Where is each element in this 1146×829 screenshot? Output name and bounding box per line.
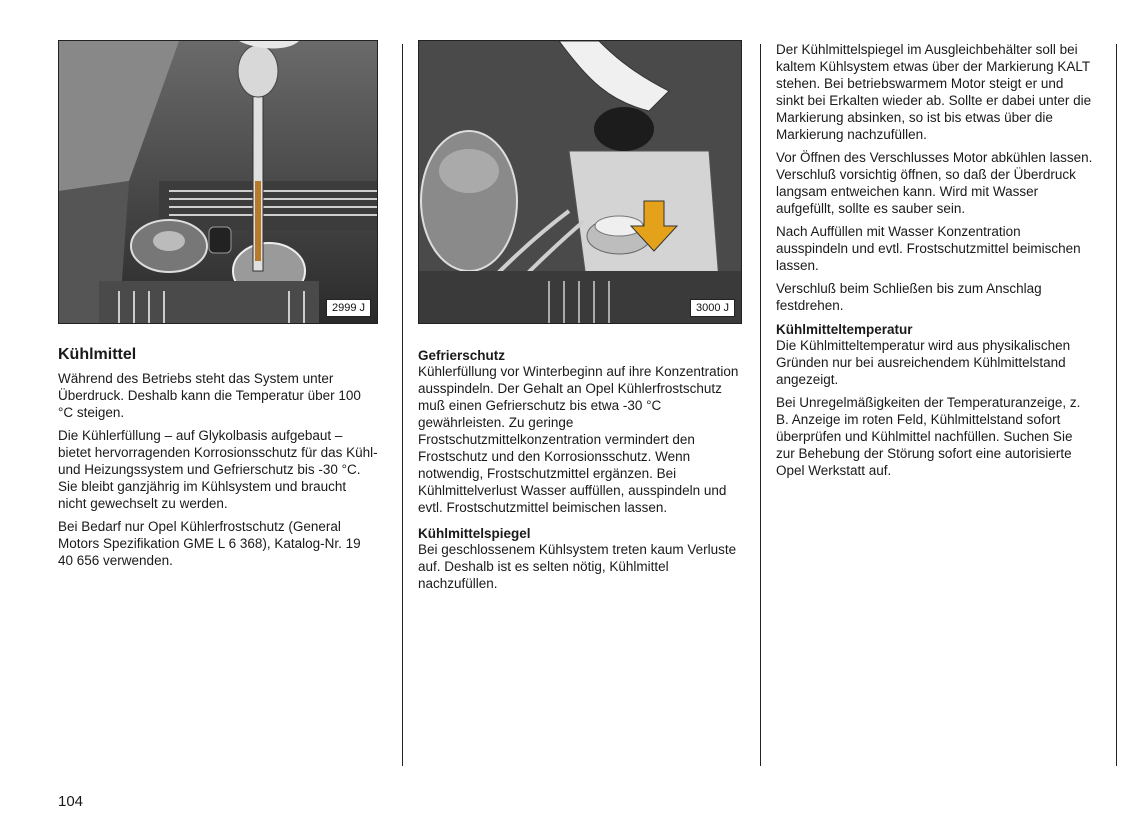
column-divider-1: [402, 44, 403, 766]
page-number: 104: [58, 793, 84, 810]
paragraph: Die Kühlerfüllung – auf Glykolbasis aufgebaut – bietet hervorragenden Korrosionsschutz für das Kühl- und Heizungssystem und Gefrierschutz bis -30 °C. Sie bleibt ganzjährig im Kühlsystem und braucht nicht gewechselt zu werden.: [58, 428, 378, 511]
column-2: [418, 40, 740, 592]
section-heading-kuehlmittel: Kühlmittel: [58, 346, 137, 363]
paragraph: Während des Betriebs steht das System unter Überdruck. Deshalb kann die Temperatur über 100 °C steigen.: [58, 371, 361, 420]
paragraph: Bei Unregelmäßigkeiten der Temperaturanzeige, z. B. Anzeige im roten Feld, Kühlmittelstand sofort überprüfen und Kühlmittel nachfüllen. Suchen Sie zur Behebung der Störung sofort eine autorisierte Opel Werkstatt auf.: [776, 395, 1081, 478]
column-3: [776, 41, 1094, 479]
section-heading-kuehlmittelspiegel: Kühlmittelspiegel: [418, 526, 531, 541]
column-1: [58, 40, 378, 569]
paragraph: Vor Öffnen des Verschlusses Motor abkühlen lassen. Verschluß vorsichtig öffnen, so daß der Überdruck langsam entweichen kann. Wird mit Wasser aufgefüllt, sollte es sauber sein.: [776, 150, 1093, 216]
expansion-tank-illustration: [419, 41, 741, 323]
paragraph: Nach Auffüllen mit Wasser Konzentration ausspindeln und evtl. Frostschutzmittel beimischen lassen.: [776, 224, 1081, 273]
figure-label: 2999 J: [326, 299, 371, 317]
column-divider-3: [1116, 44, 1117, 766]
section-heading-kuehlmitteltemperatur: Kühlmitteltemperatur: [776, 322, 913, 337]
figure-expansion-tank: [418, 40, 742, 324]
paragraph: Bei geschlossenem Kühlsystem treten kaum Verluste auf. Deshalb ist es selten nötig, Kühlmittel nachzufüllen.: [418, 542, 737, 591]
paragraph: Kühlerfüllung vor Winterbeginn auf ihre Konzentration ausspindeln. Der Gehalt an Opel Kühlerfrostschutz muß einen Gefrierschutz bis etwa -30 °C gewährleisten. Zu geringe Frostschutzmittelkonzentration vermindert den Frostschutz und den Korrosionsschutz. Wenn notwendig, Frostschutzmittel ergänzen. Bei Kühlmittelverlust Wasser auffüllen, ausspindeln und evtl. Frostschutzmittel beimischen lassen.: [418, 364, 739, 515]
figure-hydrometer-radiator: [58, 40, 378, 324]
column-divider-2: [760, 44, 761, 766]
paragraph: Der Kühlmittelspiegel im Ausgleichbehälter soll bei kaltem Kühlsystem etwas über der Markierung KALT stehen. Bei betriebswarmem Motor steigt er und sinkt bei Erkalten wieder ab. Sollte er dabei unter die Markierung absinken, so ist bis etwas über die Markierung nachzufüllen.: [776, 42, 1092, 142]
engine-bay-illustration: [59, 41, 377, 323]
paragraph: Verschluß beim Schließen bis zum Anschlag festdrehen.: [776, 281, 1042, 313]
section-heading-gefrierschutz: Gefrierschutz: [418, 348, 506, 363]
paragraph: Bei Bedarf nur Opel Kühlerfrostschutz (General Motors Spezifikation GME L 6 368), Katalog-Nr. 19 40 656 verwenden.: [58, 519, 361, 568]
figure-label: 3000 J: [690, 299, 735, 317]
paragraph: Die Kühlmitteltemperatur wird aus physikalischen Gründen nur bei ausreichendem Kühlmittelstand angezeigt.: [776, 338, 1071, 387]
